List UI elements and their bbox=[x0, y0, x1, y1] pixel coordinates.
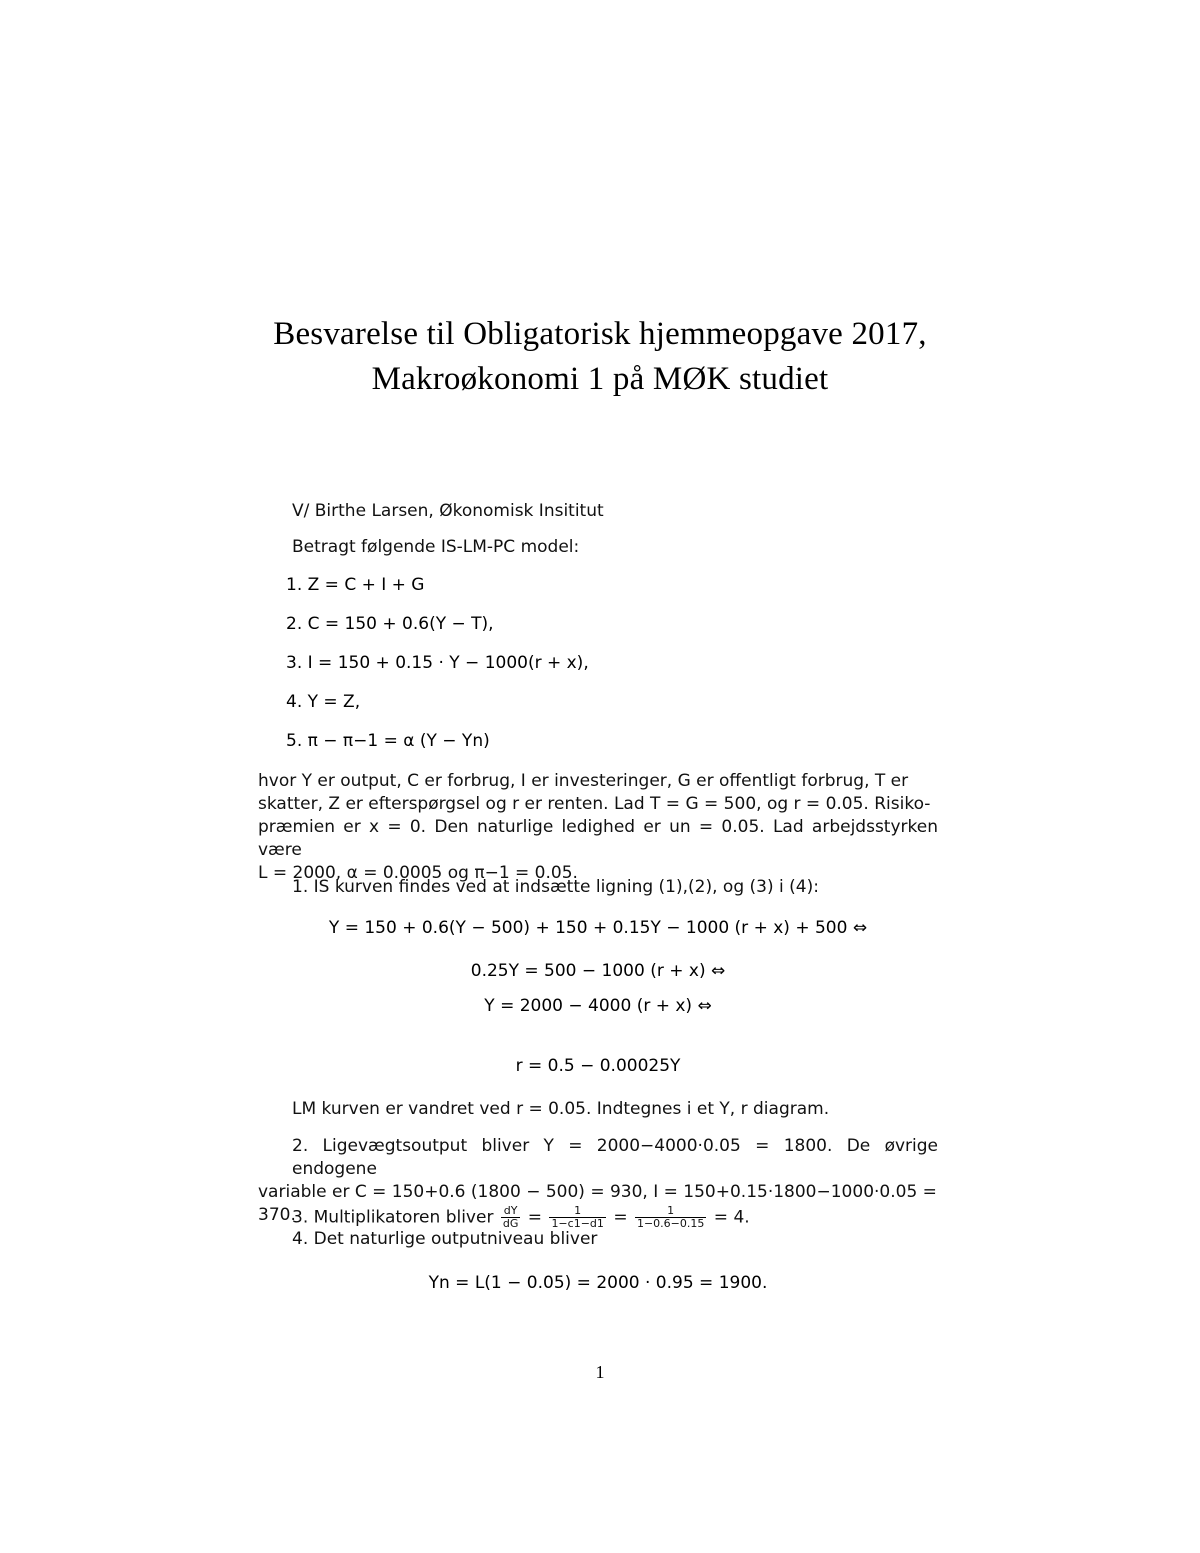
fraction-dy-dg: $\frac{dY}{dG}$ bbox=[502, 1204, 519, 1230]
description-line-3: præmien er x = 0. Den naturlige ledighed er un = 0.05. Lad arbejdsstyrken være bbox=[258, 817, 938, 860]
page-number: 1 bbox=[595, 1362, 605, 1382]
q2-line-1: 2. Ligevægtsoutput bliver Y = 2000−4000·0.05 = 1800. De øvrige endogene bbox=[292, 1136, 938, 1179]
model-equation-4: 4. Y = Z, bbox=[286, 692, 361, 712]
author-line: V/ Birthe Larsen, Økonomisk Insititut bbox=[292, 501, 604, 521]
q3-prefix: 3. Multiplikatoren bliver bbox=[292, 1207, 494, 1228]
model-equation-5: 5. π − π−1 = α (Y − Yn) bbox=[286, 731, 490, 751]
is-equation-c: Y = 2000 − 4000 (r + x) ⇔ bbox=[484, 996, 712, 1016]
description-line-1: hvor Y er output, C er forbrug, I er investeringer, G er offentligt forbrug, T er bbox=[258, 771, 909, 791]
q3-result: = 4. bbox=[713, 1207, 750, 1228]
model-equation-3: 3. I = 150 + 0.15 · Y − 1000(r + x), bbox=[286, 653, 589, 673]
q3-text: 3. Multiplikatoren bliver $\frac{dY}{dG}$ = $\frac{1}{1-c1-d1}$ = $\frac{1}{1-0.6-0.15}$ = 4. bbox=[292, 1204, 750, 1230]
description-line-2: skatter, Z er efterspørgsel og r er renten. Lad T = G = 500, og r = 0.05. Risiko- bbox=[258, 794, 931, 814]
natural-output-equation: Yn = L(1 − 0.05) = 2000 · 0.95 = 1900. bbox=[428, 1273, 768, 1293]
is-equation-a: Y = 150 + 0.6(Y − 500) + 150 + 0.15Y − 1000 (r + x) + 500 ⇔ bbox=[328, 918, 868, 938]
q2-line-2: variable er C = 150+0.6 (1800 − 500) = 930, I = 150+0.15·1800−1000·0.05 = bbox=[258, 1182, 937, 1202]
model-equation-2: 2. C = 150 + 0.6(Y − T), bbox=[286, 614, 494, 634]
is-equation-d: r = 0.5 − 0.00025Y bbox=[515, 1056, 681, 1076]
fraction-multiplier-numeric: $\frac{1}{1-0.6-0.15}$ bbox=[636, 1204, 705, 1230]
intro-text: Betragt følgende IS-LM-PC model: bbox=[292, 537, 580, 557]
q4-text: 4. Det naturlige outputniveau bliver bbox=[292, 1229, 598, 1249]
q1-text: 1. IS kurven findes ved at indsætte ligning (1),(2), og (3) i (4): bbox=[292, 877, 819, 897]
is-equation-b: 0.25Y = 500 − 1000 (r + x) ⇔ bbox=[470, 961, 726, 981]
q2-line-3: 370. bbox=[258, 1205, 296, 1225]
variable-description bbox=[258, 770, 938, 885]
lm-text: LM kurven er vandret ved r = 0.05. Indtegnes i et Y, r diagram. bbox=[292, 1099, 830, 1119]
model-equation-1: 1. Z = C + I + G bbox=[286, 575, 425, 595]
fraction-multiplier-symbolic: $\frac{1}{1-c1-d1}$ bbox=[551, 1204, 604, 1230]
document-title bbox=[0, 312, 1200, 402]
title-line-2: Makroøkonomi 1 på MØK studiet bbox=[371, 361, 829, 397]
description-line-4: L = 2000, α = 0.0005 og π−1 = 0.05. bbox=[258, 863, 578, 883]
title-line-1: Besvarelse til Obligatorisk hjemmeopgave 2017, bbox=[273, 316, 927, 352]
